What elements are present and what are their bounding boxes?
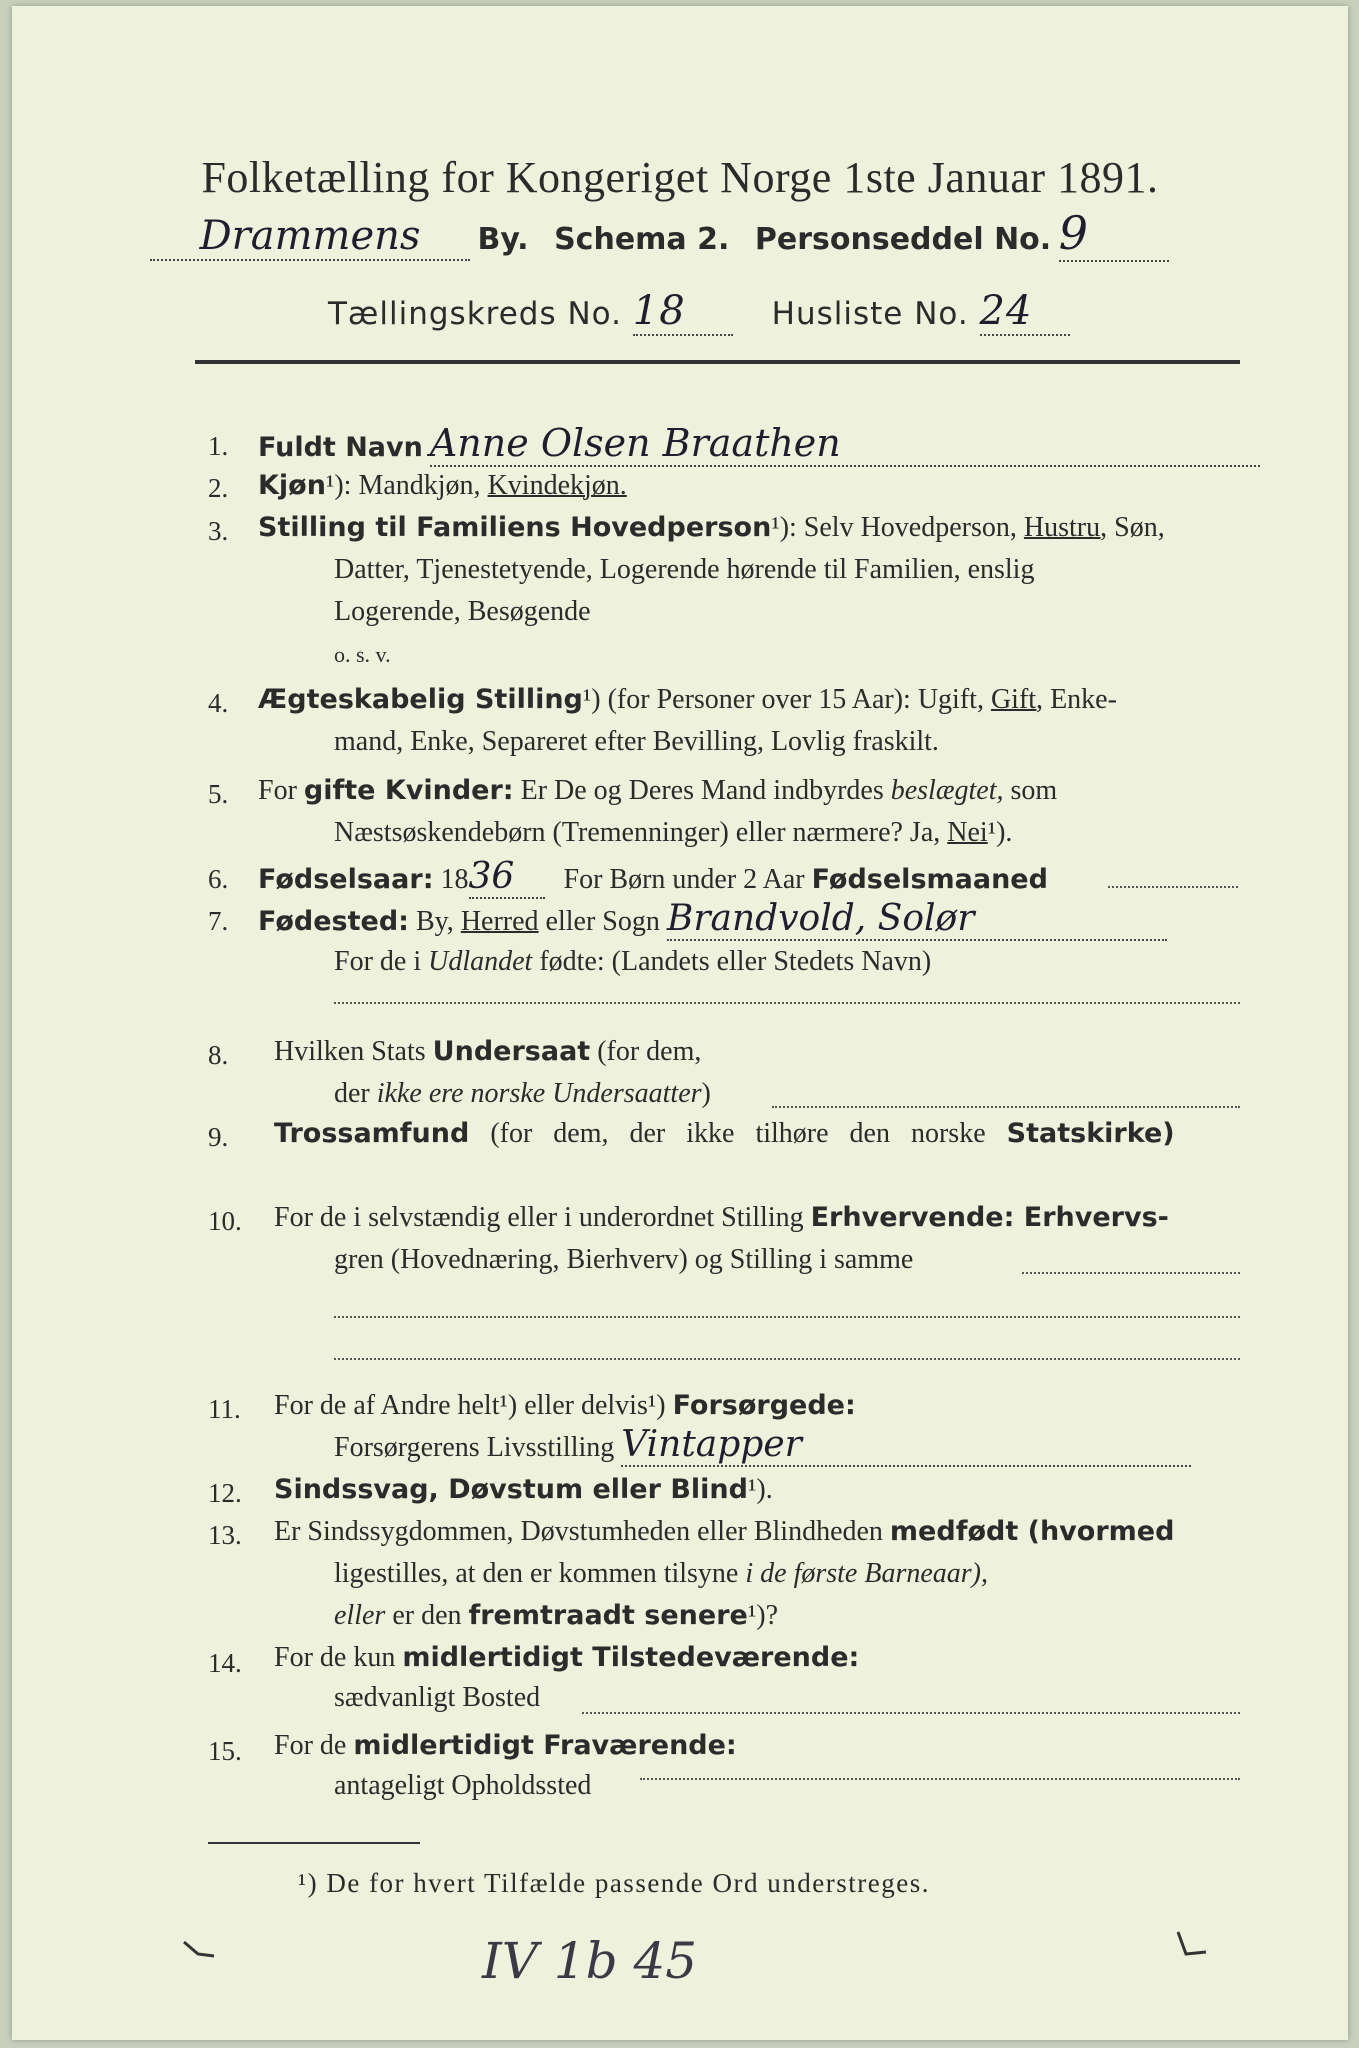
congenital-line3-italic: eller bbox=[334, 1600, 386, 1631]
item-11-line-1 bbox=[274, 1390, 856, 1422]
item-3-line-1 bbox=[258, 512, 1165, 544]
supported-text-b: ¹) eller delvis¹) bbox=[499, 1390, 666, 1421]
item-7-line-2 bbox=[334, 946, 931, 978]
birth-month-label: Fødselsmaaned bbox=[811, 864, 1048, 895]
abroad-italic: Udlandet bbox=[428, 946, 533, 977]
related-selected: Nei bbox=[947, 817, 988, 848]
item-3-line-3: Logerende, Besøgende bbox=[334, 596, 591, 627]
birth-month-field bbox=[1108, 886, 1238, 888]
item-number-9: 9. bbox=[208, 1122, 229, 1152]
congenital-line3-a: er den bbox=[392, 1600, 462, 1631]
form-title: Folketælling for Kongeriget Norge 1ste Januar 1891. bbox=[201, 153, 1159, 202]
item-5-line-2 bbox=[334, 817, 1012, 849]
item-4-line-2: mand, Enke, Separeret efter Bevilling, Lovlig fraskilt. bbox=[334, 726, 939, 757]
birthplace-value: Brandvold, Solør bbox=[667, 898, 1167, 941]
provider-occupation-label: Forsørgerens Livsstilling bbox=[334, 1432, 615, 1463]
corner-mark-left bbox=[180, 1932, 220, 1962]
footnote: ¹) De for hvert Tilfælde passende Ord understreges. bbox=[298, 1868, 930, 1898]
abroad-text-a: For de i bbox=[334, 946, 422, 977]
item-11-line-2 bbox=[334, 1424, 1191, 1467]
item-number-14: 14. bbox=[208, 1648, 242, 1678]
item-number-8: 8. bbox=[208, 1040, 229, 1070]
husliste-label: Husliste No. bbox=[771, 296, 969, 332]
item-number-13: 13. bbox=[208, 1520, 242, 1550]
subject-label: Undersaat bbox=[432, 1036, 591, 1067]
married-women-label: gifte Kvinder: bbox=[303, 775, 514, 806]
item-number-6: 6. bbox=[208, 864, 229, 894]
header-rule bbox=[195, 360, 1240, 364]
item-4-line-1 bbox=[258, 684, 1117, 716]
kreds-number: 18 bbox=[633, 288, 733, 336]
congenital-line2-italic: i de første Barneaar), bbox=[745, 1558, 988, 1589]
subject-line2-italic: ikke ere norske Undersaatter bbox=[376, 1078, 702, 1109]
item-13-line-2 bbox=[334, 1558, 988, 1590]
subject-field bbox=[772, 1106, 1240, 1108]
supported-text-a: For de af Andre helt bbox=[274, 1390, 500, 1421]
marital-text-a: ¹) (for Personer over 15 Aar): Ugift, bbox=[582, 684, 984, 715]
subject-text-a: Hvilken Stats bbox=[274, 1036, 426, 1067]
birth-month-text: For Børn under 2 Aar bbox=[563, 864, 805, 895]
item-number-3: 3. bbox=[208, 516, 229, 546]
sex-selected: Kvindekjøn. bbox=[487, 470, 627, 501]
item-3-line-2: Datter, Tjenestetyende, Logerende hørende til Familien, enslig bbox=[334, 554, 1035, 585]
item-7-line-1 bbox=[258, 898, 1167, 941]
item-15-line-1 bbox=[274, 1730, 737, 1762]
subject-line2-a: der bbox=[334, 1078, 370, 1109]
item-9 bbox=[274, 1118, 1175, 1150]
item-12 bbox=[274, 1474, 773, 1506]
birthplace-selected: Herred bbox=[460, 906, 539, 937]
kreds-label: Tællingskreds No. bbox=[328, 296, 622, 332]
subject-line2-b: ) bbox=[701, 1078, 711, 1109]
abroad-field bbox=[334, 1002, 1240, 1004]
corner-mark-right bbox=[1172, 1928, 1212, 1962]
religion-church: Statskirke) bbox=[1006, 1118, 1175, 1149]
item-number-11: 11. bbox=[208, 1394, 241, 1424]
marital-label: Ægteskabelig Stilling bbox=[258, 684, 583, 715]
item-5-line-1 bbox=[258, 775, 1057, 807]
family-position-label: Stilling til Familiens Hovedperson bbox=[258, 512, 772, 543]
religion-label: Trossamfund bbox=[274, 1118, 470, 1149]
provider-occupation-value: Vintapper bbox=[621, 1424, 1191, 1467]
temporary-absent-label: midlertidigt Fraværende: bbox=[353, 1730, 737, 1761]
related-question: Næstsøskendebørn (Tremenninger) eller nærmere? Ja, bbox=[334, 817, 941, 848]
item-number-7: 7. bbox=[208, 906, 229, 936]
congenital-line2: ligestilles, at den er kommen tilsyne bbox=[334, 1558, 739, 1589]
congenital-label: medfødt (hvormed bbox=[889, 1516, 1175, 1547]
marital-text-b: Enke- bbox=[1050, 684, 1117, 715]
congenital-text: Er Sindssygdommen, Døvstumheden eller Blindheden bbox=[274, 1516, 883, 1547]
subject-text-b: (for dem, bbox=[597, 1036, 702, 1067]
usual-residence-field bbox=[582, 1712, 1240, 1714]
birth-year-value: 36 bbox=[469, 856, 545, 899]
full-name-label: Fuldt Navn bbox=[258, 432, 423, 463]
sex-options: ¹): Mandkjøn, bbox=[325, 470, 481, 501]
census-form bbox=[12, 6, 1348, 2040]
item-8-line-1 bbox=[274, 1036, 701, 1068]
full-name-value: Anne Olsen Braathen bbox=[430, 421, 1260, 467]
birth-year-label: Fødselsaar: bbox=[258, 864, 434, 895]
personseddel-label: Personseddel No. bbox=[754, 222, 1052, 257]
item-13-line-1 bbox=[274, 1516, 1174, 1548]
temporary-present-label: midlertidigt Tilstedeværende: bbox=[402, 1642, 860, 1673]
item-14-line-2: sædvanligt Bosted bbox=[334, 1682, 541, 1713]
disability-label: Sindssvag, Døvstum eller Blind bbox=[274, 1474, 748, 1505]
item-number-4: 4. bbox=[208, 688, 229, 718]
birthplace-label: Fødested: bbox=[258, 906, 409, 937]
disability-footnote-mark: ¹). bbox=[747, 1474, 773, 1505]
item-10-line-1 bbox=[274, 1202, 1169, 1234]
occupation-label: Erhvervende: Erhvervs- bbox=[810, 1202, 1169, 1233]
item-8-line-2 bbox=[334, 1078, 711, 1110]
item-6 bbox=[258, 856, 1048, 899]
family-position-text-a: ¹): Selv Hovedperson, bbox=[771, 512, 1017, 543]
item-number-5: 5. bbox=[208, 779, 229, 809]
archive-pencil-note: IV 1b 45 bbox=[482, 1932, 698, 1990]
temporary-present-text: For de kun bbox=[274, 1642, 396, 1673]
marital-selected: Gift, bbox=[990, 684, 1044, 715]
sex-label: Kjøn bbox=[258, 470, 326, 501]
occupation-field-1 bbox=[1022, 1272, 1240, 1274]
congenital-line3-end: ¹)? bbox=[747, 1600, 779, 1631]
occupation-text: For de i selvstændig eller i underordnet Stilling bbox=[274, 1202, 804, 1233]
item-14-line-1 bbox=[274, 1642, 859, 1674]
item-15-line-2: antageligt Opholdssted bbox=[334, 1770, 592, 1801]
married-women-text-b: Er De og Deres Mand indbyrdes bbox=[520, 775, 884, 806]
item-1 bbox=[258, 421, 1260, 467]
occupation-field-2 bbox=[334, 1316, 1240, 1318]
married-women-text-a: For bbox=[258, 775, 297, 806]
schema-label: Schema 2. bbox=[554, 222, 730, 257]
temporary-absent-text: For de bbox=[274, 1730, 347, 1761]
item-13-line-3 bbox=[334, 1600, 778, 1632]
religion-text: (for dem, der ikke tilhøre den norske bbox=[490, 1118, 986, 1149]
item-number-12: 12. bbox=[208, 1478, 242, 1508]
item-number-10: 10. bbox=[208, 1206, 242, 1236]
city-field: Drammens bbox=[150, 213, 470, 261]
header-line-2 bbox=[328, 288, 1070, 336]
family-position-text-b: Søn, bbox=[1114, 512, 1165, 543]
congenital-line3-bold: fremtraadt senere bbox=[468, 1600, 748, 1631]
abroad-text-b: fødte: (Landets eller Stedets Navn) bbox=[539, 946, 932, 977]
item-3-line-4: o. s. v. bbox=[334, 642, 391, 667]
birth-year-prefix: 18 bbox=[440, 864, 469, 895]
birthplace-text-a: By, bbox=[415, 906, 454, 937]
item-2 bbox=[258, 470, 627, 502]
birthplace-text-b: eller Sogn bbox=[545, 906, 660, 937]
item-number-15: 15. bbox=[208, 1736, 242, 1766]
related-footnote-mark: ¹). bbox=[987, 817, 1013, 848]
married-women-text-c: som bbox=[1010, 775, 1058, 806]
item-number-2: 2. bbox=[208, 473, 229, 503]
supported-label: Forsørgede: bbox=[672, 1390, 856, 1421]
personseddel-number: 9 bbox=[1059, 206, 1169, 262]
family-position-selected: Hustru, bbox=[1023, 512, 1108, 543]
item-10-line-2: gren (Hovednæring, Bierhverv) og Stilling i samme bbox=[334, 1244, 914, 1275]
probable-residence-field bbox=[640, 1778, 1240, 1780]
footnote-rule bbox=[208, 1842, 420, 1844]
husliste-number: 24 bbox=[980, 288, 1070, 336]
occupation-field-3 bbox=[334, 1358, 1240, 1360]
header-line-1 bbox=[150, 206, 1169, 262]
item-number-1: 1. bbox=[208, 431, 229, 461]
married-women-italic: beslægtet, bbox=[890, 775, 1004, 806]
by-label: By. bbox=[477, 222, 529, 257]
